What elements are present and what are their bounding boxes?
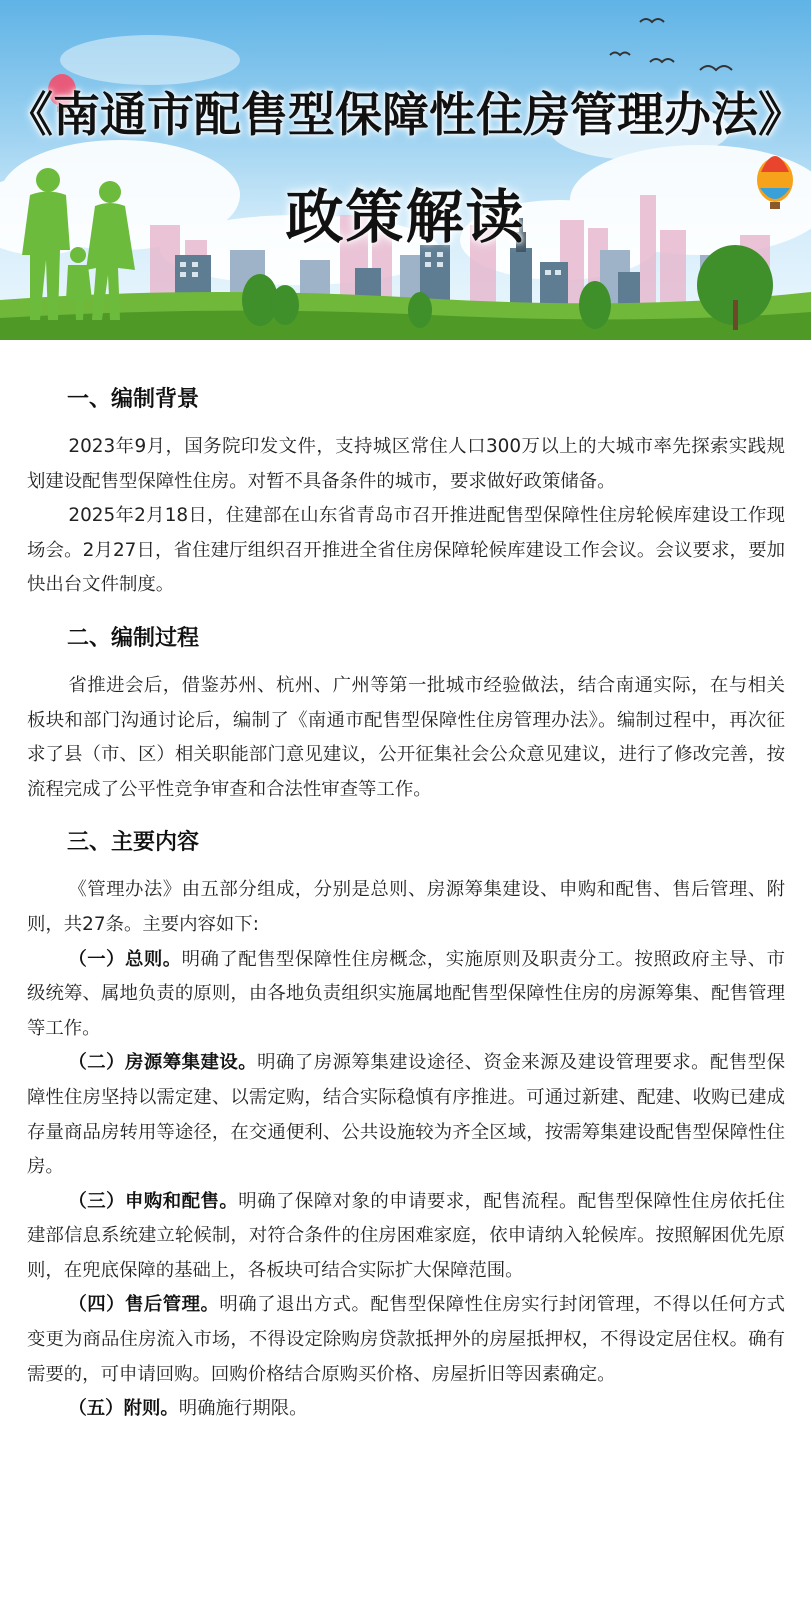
paragraph: 省推进会后，借鉴苏州、杭州、广州等第一批城市经验做法，结合南通实际，在与相关板块和部门沟通讨论后，编制了《南通市配售型保障性住房管理办法》。编制过程中，再次征求了县（市、区）相关职能部门意见建议，公开征集社会公众意见建议，进行了修改完善，按流程完成了公平性竞争审查和合法性审查等工作。 <box>27 674 785 800</box>
paragraph: 2025年2月18日，住建部在山东省青岛市召开推进配售型保障性住房轮候库建设工作现场会。2月27日，省住建厅组织召开推进全省住房保障轮候库建设工作会议。会议要求，要加快出台文件制度。 <box>27 505 785 596</box>
section-heading-background: 一、编制背景 <box>67 387 200 412</box>
item-text: 明确了保障对象的申请要求，配售流程。配售型保障性住房依托住建部信息系统建立轮候制，对符合条件的住房困难家庭，依申请纳入轮候库。按照解困优先原则，在兜底保障的基础上，各板块可结合实际扩大保障范围。 <box>27 1190 785 1281</box>
list-item <box>27 1046 785 1184</box>
list-item <box>27 943 785 1047</box>
item-label: （三）申购和配售。 <box>68 1190 239 1212</box>
item-label: （二）房源筹集建设。 <box>68 1052 258 1074</box>
paragraph: 2023年9月，国务院印发文件，支持城区常住人口300万以上的大城市率先探索实践规划建设配售型保障性住房。对暂不具备条件的城市，要求做好政策储备。 <box>27 436 785 492</box>
item-text: 明确了房源筹集建设途径、资金来源及建设管理要求。配售型保障性住房坚持以需定建、以需定购，结合实际稳慎有序推进。可通过新建、配建、收购已建成存量商品房转用等途径，在交通便利、公共设施较为齐全区域，按需筹集建设配售型保障性住房。 <box>27 1052 785 1178</box>
item-label: （四）售后管理。 <box>68 1294 220 1316</box>
paragraph: 《管理办法》由五部分组成，分别是总则、房源筹集建设、申购和配售、售后管理、附则，共27条。主要内容如下: <box>27 879 785 935</box>
page-subtitle: 政策解读 <box>285 183 526 251</box>
item-text: 明确了配售型保障性住房概念，实施原则及职责分工。按照政府主导、市级统筹、属地负责的原则，由各地负责组织实施属地配售型保障性住房的房源筹集、配售管理等工作。 <box>27 948 785 1039</box>
page-title: 《南通市配售型保障性住房管理办法》 <box>6 88 805 143</box>
item-text: 明确了退出方式。配售型保障性住房实行封闭管理，不得以任何方式变更为商品住房流入市场，不得设定除购房贷款抵押外的房屋抵押权，不得设定居住权。确有需要的，可申请回购。回购价格结合原购买价格、房屋折旧等因素确定。 <box>27 1294 785 1385</box>
item-label: （五）附则。 <box>68 1398 179 1420</box>
item-label: （一）总则。 <box>68 948 182 970</box>
section-heading-content: 三、主要内容 <box>67 830 200 856</box>
list-item <box>27 1392 785 1427</box>
list-item <box>27 1288 785 1392</box>
header-banner <box>0 0 811 340</box>
list-item <box>27 1185 785 1289</box>
item-text: 明确施行期限。 <box>178 1398 308 1420</box>
section-heading-process: 二、编制过程 <box>67 625 200 651</box>
article-body <box>0 340 811 1427</box>
